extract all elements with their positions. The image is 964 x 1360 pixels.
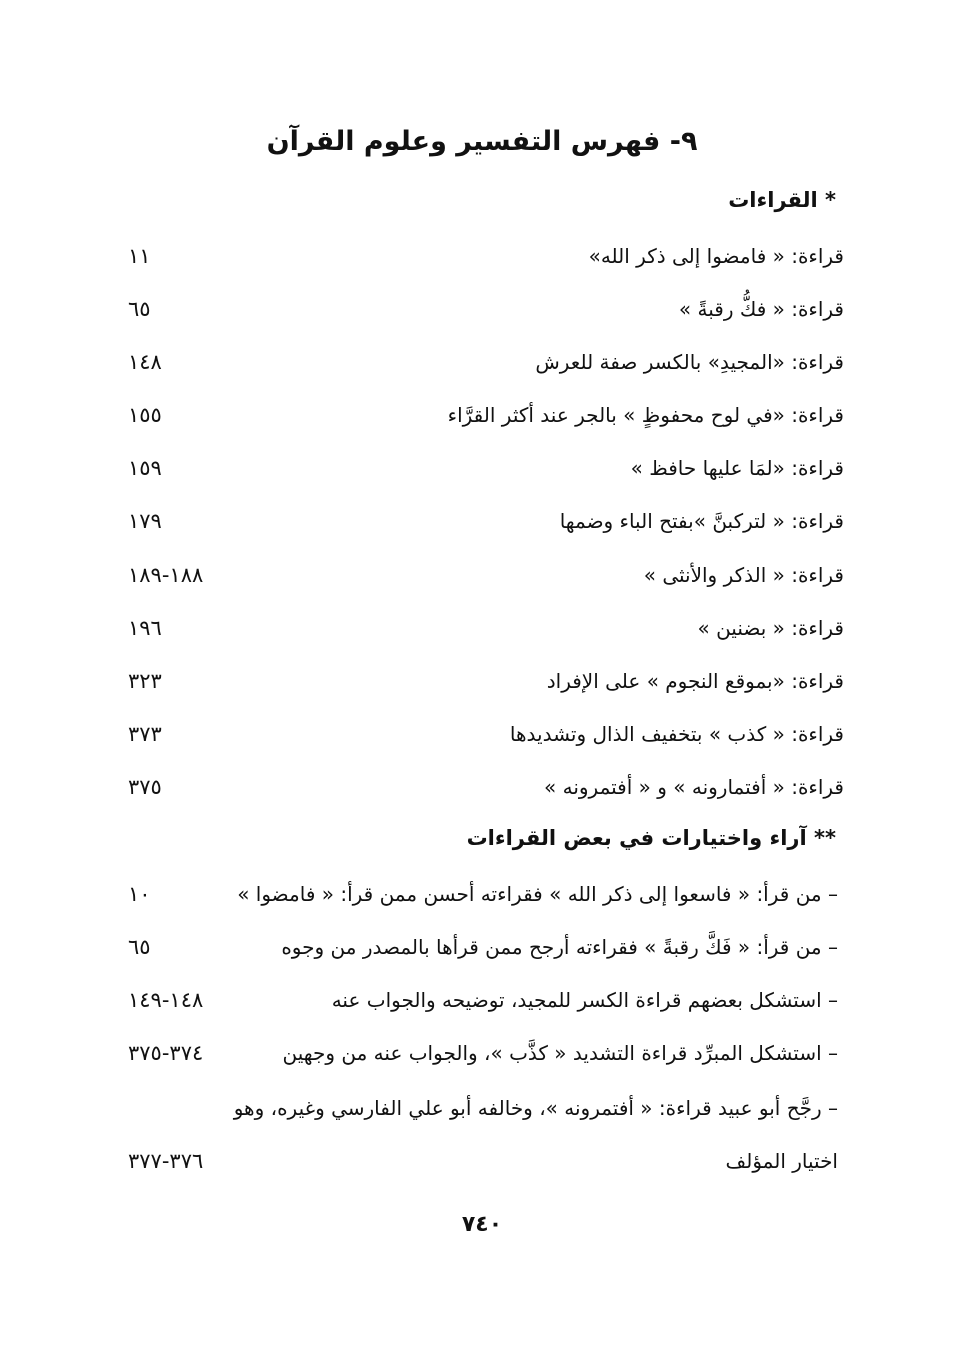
entry-page: ١٤٨-١٤٩ [128,988,204,1012]
entry-text: قراءة: « الذكر والأنثى » [643,563,844,587]
entry-page: ١١ [128,244,151,268]
page-number: ٧٤٠ [461,1212,503,1237]
entry-page: ١٥٩ [128,456,162,480]
entry-page: ٦٥ [128,297,151,321]
entry-page: ١٥٥ [128,403,162,427]
entry-text: قراءة: «في لوح محفوظٍ » بالجر عند أكثر القرَّاء [447,403,844,427]
section-heading-opinions: ** آراء واختيارات في بعض القراءات [466,826,836,850]
entry-page: ٣٧٥ [128,775,162,799]
entry-text: قراءة: «بموقع النجوم » على الإفراد [546,669,844,693]
entry-page: ١٨٨-١٨٩ [128,563,204,587]
entry-text: قراءة: « أفتمارونه » و « أفتمرونه » [544,775,844,799]
index-entry [120,661,844,701]
index-entry [120,608,844,648]
entry-page: ٣٢٣ [128,669,162,693]
index-entry [120,448,844,488]
entry-text: – استشكل بعضهم قراءة الكسر للمجيد، توضيحه والجواب عنه [331,988,838,1012]
index-entry [120,714,844,754]
index-entry [120,874,844,914]
entry-text: – من قرأ: « فَكَّ رقبةً » فقراءته أرجح ممن قرأها بالمصدر من وجوه [281,935,838,959]
entry-text: قراءة: «لمَا عليها حافظ » [630,456,844,480]
entry-page: ٦٥ [128,935,151,959]
entry-text: قراءة: « بضنين » [697,616,844,640]
entry-page: ٣٧٣ [128,722,162,746]
entry-page: ٣٧٦-٣٧٧ [128,1149,204,1173]
entry-text: قراءة: « فكُّ رقبةً » [678,297,844,321]
entry-page: ١٠ [128,882,151,906]
index-entry [120,980,844,1020]
entry-text: – من قرأ: « فاسعوا إلى ذكر الله » فقراءته أحسن ممن قرأ: « فامضوا » [237,882,838,906]
index-entry-line2 [120,1141,844,1181]
page-title: ٩- فهرس التفسير وعلوم القرآن [266,126,698,157]
index-entry [120,1033,844,1073]
index-entry [120,236,844,276]
index-entry [120,289,844,329]
entry-text: قراءة: « كذب » بتخفيف الذال وتشديدها [509,722,844,746]
index-entry [120,342,844,382]
section-heading-readings: * القراءات [728,188,836,212]
entry-page: ١٤٨ [128,350,162,374]
index-entry-line1 [120,1088,844,1128]
entry-text: قراءة: « فامضوا إلى ذكر الله» [588,244,844,268]
entry-page: ٣٧٤-٣٧٥ [128,1041,204,1065]
entry-page: ١٧٩ [128,509,162,533]
index-entry [120,767,844,807]
entry-text: – استشكل المبرِّد قراءة التشديد « كذَّب »، والجواب عنه من وجهين [282,1041,838,1065]
index-entry [120,555,844,595]
index-entry [120,395,844,435]
entry-text: قراءة: « لتركبنَّ »بفتح الباء وضمها [559,509,844,533]
index-entry [120,501,844,541]
index-entry [120,927,844,967]
entry-page: ١٩٦ [128,616,162,640]
entry-text: قراءة: «المجيدِ» بالكسر صفة للعرش [535,350,844,374]
entry-text: اختيار المؤلف [725,1149,838,1173]
entry-text: – رجَّح أبو عبيد قراءة: « أفتمرونه »، وخالفه أبو علي الفارسي وغيره، وهو [233,1096,838,1120]
